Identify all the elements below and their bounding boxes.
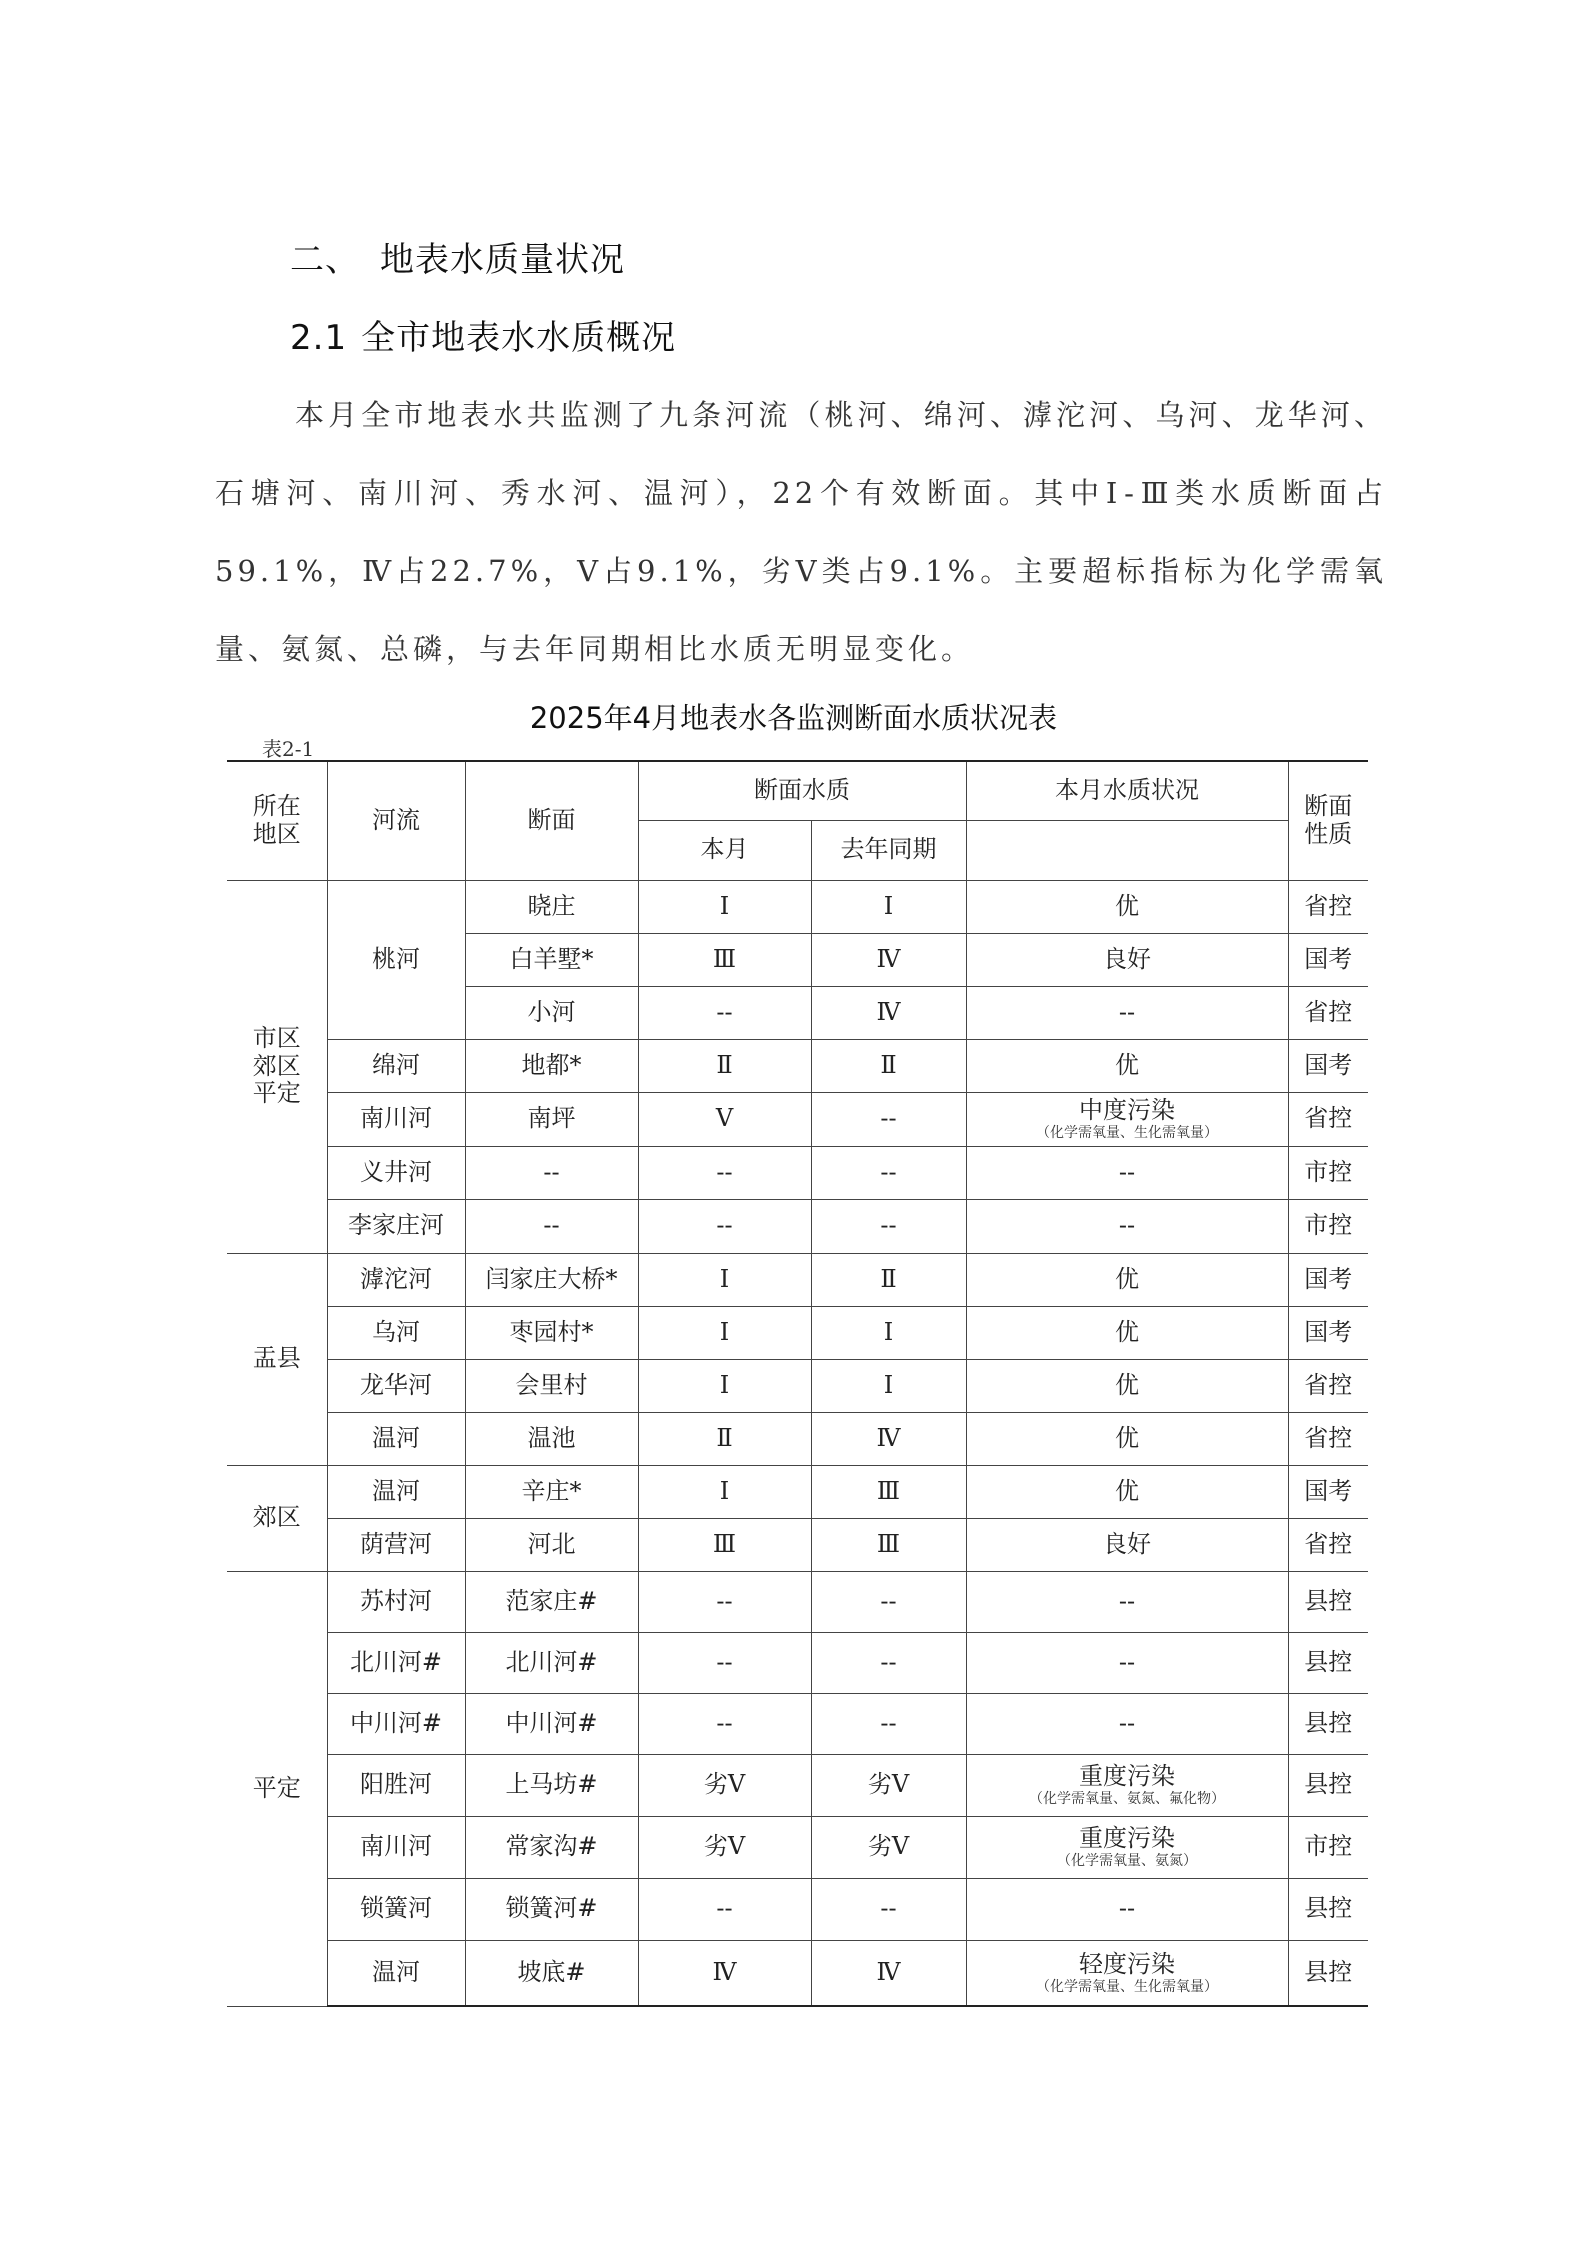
nature-cell: 市控 [1288,1146,1368,1199]
month-cell: Ⅰ [638,880,811,933]
section-cell: -- [465,1199,638,1253]
table-row [227,1632,1368,1693]
table-row [227,1878,1368,1940]
header-last-year: 去年同期 [811,820,966,880]
month-cell: -- [638,1632,811,1693]
table-row [227,1306,1368,1359]
month-cell: Ⅲ [638,1518,811,1571]
status-cell: -- [966,1146,1288,1199]
nature-cell: 国考 [1288,1306,1368,1359]
status-cell: -- [966,986,1288,1039]
section-cell: 坡底# [465,1940,638,2006]
last-year-cell: -- [811,1199,966,1253]
section-cell: 辛庄* [465,1465,638,1518]
table-row [227,1465,1368,1518]
nature-cell: 县控 [1288,1754,1368,1816]
region-cell: 郊区 [227,1465,327,1571]
section-cell: 中川河# [465,1693,638,1754]
region-cell: 平定 [227,1571,327,2006]
section-heading [290,232,625,281]
river-cell: 绵河 [327,1039,465,1092]
river-cell: 南川河 [327,1092,465,1146]
section-cell: 北川河# [465,1632,638,1693]
month-cell: -- [638,986,811,1039]
nature-cell: 国考 [1288,1253,1368,1306]
river-cell: 荫营河 [327,1518,465,1571]
last-year-cell: -- [811,1878,966,1940]
last-year-cell: Ⅲ [811,1465,966,1518]
table-row [227,1571,1368,1632]
header-region: 所在 地区 [227,761,327,880]
header-section: 断面 [465,761,638,880]
table-row [227,1412,1368,1465]
river-cell: 温河 [327,1412,465,1465]
last-year-cell: 劣Ⅴ [811,1816,966,1878]
section-cell: 枣园村* [465,1306,638,1359]
nature-cell: 省控 [1288,880,1368,933]
section-cell: 小河 [465,986,638,1039]
status-cell: -- [966,1693,1288,1754]
section-cell: 上马坊# [465,1754,638,1816]
status-cell: -- [966,1878,1288,1940]
month-cell: Ⅰ [638,1306,811,1359]
section-cell: 白羊墅* [465,933,638,986]
subsection-number: 2.1 [290,318,348,358]
subsection-heading [290,310,676,359]
table-row [227,1253,1368,1306]
header-this-month: 本月 [638,820,811,880]
month-cell: Ⅰ [638,1253,811,1306]
river-cell: 李家庄河 [327,1199,465,1253]
nature-cell: 县控 [1288,1632,1368,1693]
table-row [227,1693,1368,1754]
river-cell: 桃河 [327,880,465,1039]
month-cell: -- [638,1199,811,1253]
last-year-cell: Ⅰ [811,1359,966,1412]
status-cell: 良好 [966,933,1288,986]
status-cell: -- [966,1632,1288,1693]
river-cell: 中川河# [327,1693,465,1754]
nature-cell: 省控 [1288,1359,1368,1412]
section-cell: 会里村 [465,1359,638,1412]
last-year-cell: -- [811,1571,966,1632]
nature-cell: 市控 [1288,1816,1368,1878]
section-cell: 河北 [465,1518,638,1571]
month-cell: -- [638,1878,811,1940]
section-cell: 闫家庄大桥* [465,1253,638,1306]
nature-cell: 国考 [1288,1039,1368,1092]
nature-cell: 省控 [1288,1092,1368,1146]
table-number: 表2-1 [262,737,315,761]
nature-cell: 省控 [1288,1412,1368,1465]
nature-cell: 县控 [1288,1940,1368,2006]
table-row [227,1359,1368,1412]
last-year-cell: Ⅳ [811,933,966,986]
status-cell: 重度污染 （化学需氧量、氨氮） [966,1816,1288,1878]
status-cell: 优 [966,1465,1288,1518]
month-cell: Ⅳ [638,1940,811,2006]
section-cell: 锁簧河# [465,1878,638,1940]
month-cell: Ⅲ [638,933,811,986]
last-year-cell: Ⅳ [811,1940,966,2006]
last-year-cell: Ⅱ [811,1253,966,1306]
nature-cell: 县控 [1288,1878,1368,1940]
table-row [227,1199,1368,1253]
table-row [227,1518,1368,1571]
status-cell: 中度污染 （化学需氧量、生化需氧量） [966,1092,1288,1146]
section-cell: 地都* [465,1039,638,1092]
status-cell: 优 [966,1039,1288,1092]
nature-cell: 省控 [1288,1518,1368,1571]
river-cell: 乌河 [327,1306,465,1359]
river-cell: 锁簧河 [327,1878,465,1940]
nature-cell: 国考 [1288,933,1368,986]
last-year-cell: Ⅳ [811,1412,966,1465]
header-status: 本月水质状况 [966,761,1288,820]
table-row [227,1146,1368,1199]
summary-text: 本月全市地表水共监测了九条河流（桃河、绵河、滹沱河、乌河、龙华河、石塘河、南川河、秀水河、温河），22个有效断面。其中Ⅰ-Ⅲ类水质断面占59.1%，Ⅳ占22.7%，Ⅴ占9.1%，劣Ⅴ类占9.1%。主要超标指标为化学需氧量、氨氮、总磷，与去年同期相比水质无明显变化。 [215,398,1387,666]
month-cell: 劣Ⅴ [638,1816,811,1878]
subsection-title: 全市地表水水质概况 [361,318,677,358]
table-row [227,1754,1368,1816]
month-cell: -- [638,1693,811,1754]
last-year-cell: Ⅰ [811,880,966,933]
river-cell: 温河 [327,1465,465,1518]
last-year-cell: Ⅲ [811,1518,966,1571]
summary-paragraph [215,376,1387,688]
last-year-cell: -- [811,1693,966,1754]
last-year-cell: Ⅳ [811,986,966,1039]
header-river: 河流 [327,761,465,880]
river-cell: 北川河# [327,1632,465,1693]
status-cell: 优 [966,1253,1288,1306]
table-row [227,1940,1368,2006]
region-cell: 盂县 [227,1253,327,1465]
month-cell: Ⅱ [638,1412,811,1465]
last-year-cell: Ⅰ [811,1306,966,1359]
section-cell: 南坪 [465,1092,638,1146]
table-row [227,1092,1368,1146]
status-cell: 优 [966,1412,1288,1465]
water-quality-table [227,760,1368,2007]
header-quality: 断面水质 [638,761,966,820]
section-cell: 常家沟# [465,1816,638,1878]
status-cell: 轻度污染 （化学需氧量、生化需氧量） [966,1940,1288,2006]
status-cell: -- [966,1199,1288,1253]
last-year-cell: 劣Ⅴ [811,1754,966,1816]
nature-cell: 县控 [1288,1693,1368,1754]
river-cell: 苏村河 [327,1571,465,1632]
table-row [227,1039,1368,1092]
last-year-cell: Ⅱ [811,1039,966,1092]
section-number: 二、 [290,240,360,280]
nature-cell: 县控 [1288,1571,1368,1632]
table-row [227,1816,1368,1878]
month-cell: -- [638,1146,811,1199]
table-row [227,880,1368,933]
header-nature: 断面 性质 [1288,761,1368,880]
nature-cell: 国考 [1288,1465,1368,1518]
section-cell: -- [465,1146,638,1199]
last-year-cell: -- [811,1632,966,1693]
river-cell: 义井河 [327,1146,465,1199]
river-cell: 南川河 [327,1816,465,1878]
nature-cell: 市控 [1288,1199,1368,1253]
table-caption: 2025年4月地表水各监测断面水质状况表 [529,701,1058,735]
month-cell: Ⅴ [638,1092,811,1146]
section-cell: 晓庄 [465,880,638,933]
river-cell: 龙华河 [327,1359,465,1412]
last-year-cell: -- [811,1146,966,1199]
section-cell: 温池 [465,1412,638,1465]
status-cell: 优 [966,880,1288,933]
month-cell: -- [638,1571,811,1632]
river-cell: 温河 [327,1940,465,2006]
section-cell: 范家庄# [465,1571,638,1632]
month-cell: Ⅰ [638,1465,811,1518]
last-year-cell: -- [811,1092,966,1146]
month-cell: Ⅰ [638,1359,811,1412]
nature-cell: 省控 [1288,986,1368,1039]
month-cell: 劣Ⅴ [638,1754,811,1816]
month-cell: Ⅱ [638,1039,811,1092]
region-cell: 市区 郊区 平定 [227,880,327,1253]
status-cell: 优 [966,1359,1288,1412]
status-cell: 良好 [966,1518,1288,1571]
river-cell: 滹沱河 [327,1253,465,1306]
status-cell: -- [966,1571,1288,1632]
status-cell: 优 [966,1306,1288,1359]
status-cell: 重度污染 （化学需氧量、氨氮、氟化物） [966,1754,1288,1816]
section-title: 地表水质量状况 [380,240,625,280]
river-cell: 阳胜河 [327,1754,465,1816]
header-status-blank [966,820,1288,880]
